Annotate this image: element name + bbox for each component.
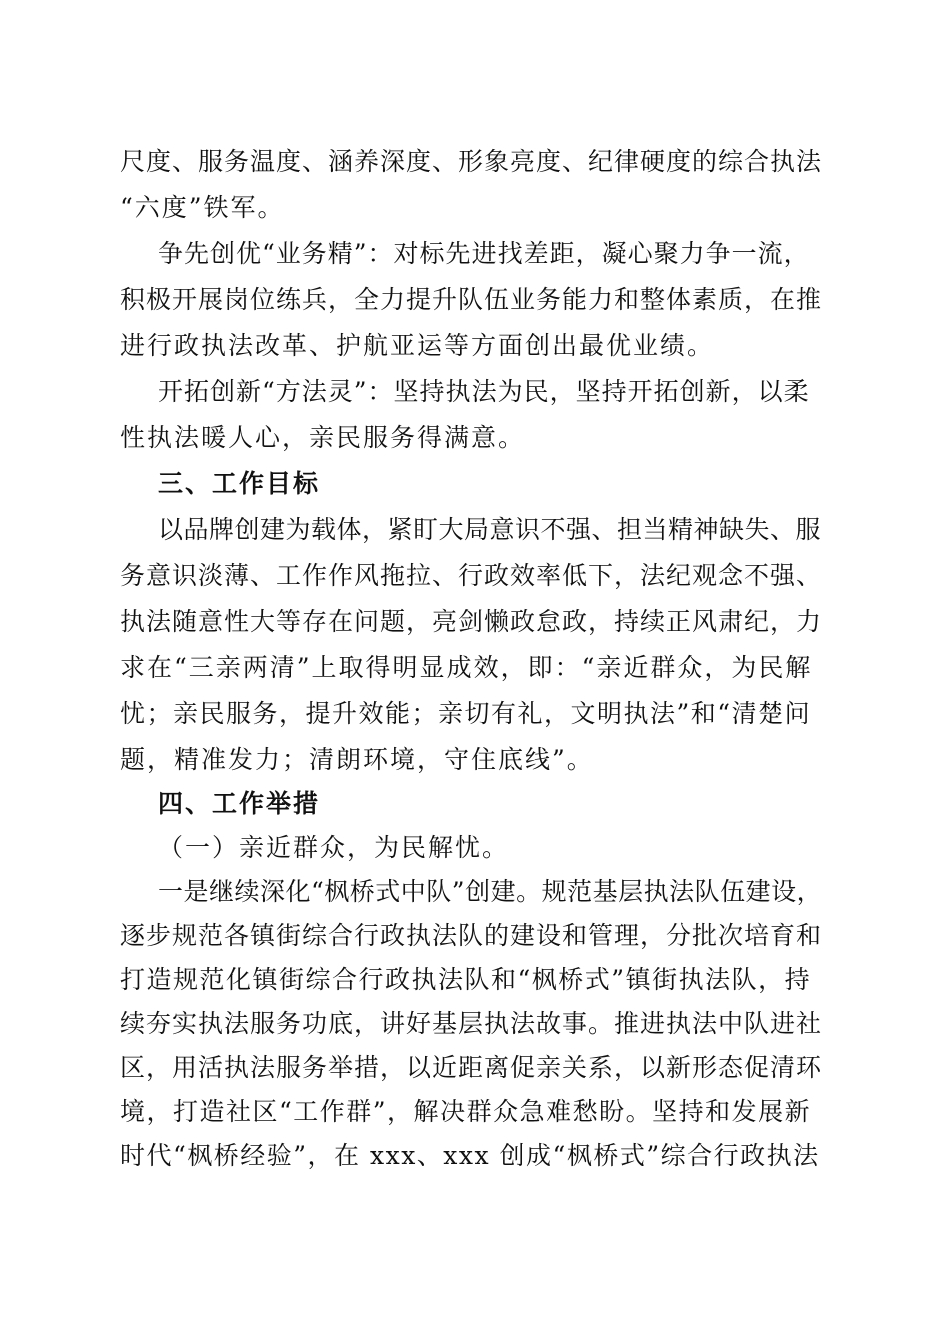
text-line: 积极开展岗位练兵，全力提升队伍业务能力和整体素质，在推	[120, 285, 823, 314]
text-line: 开拓创新“方法灵”：坚持执法为民，坚持开拓创新，以柔	[158, 377, 810, 406]
text-line: 进行政执法改革、护航亚运等方面创出最优业绩。	[120, 331, 715, 360]
text-line: 打造规范化镇街综合行政执法队和“枫桥式”镇街执法队，持	[120, 965, 812, 994]
text-line: 求在“三亲两清”上取得明显成效，即：“亲近群众，为民解	[120, 653, 813, 682]
text-line: 逐步规范各镇街综合行政执法队的建设和管理，分批次培育和	[120, 921, 823, 950]
text-line: 务意识淡薄、工作作风拖拉、行政效率低下，法纪观念不强、	[120, 561, 823, 590]
text-line: 一是继续深化“枫桥式中队”创建。规范基层执法队伍建设，	[158, 877, 823, 906]
text-line: 题，精准发力；清朗环境，守住底线”。	[120, 745, 594, 774]
text-line: “六度”铁军。	[120, 193, 285, 222]
text-line: 尺度、服务温度、涵养深度、形象亮度、纪律硬度的综合执法	[120, 147, 823, 176]
text-line: 时代“枫桥经验”，在 xxx、xxx 创成“枫桥式”综合行政执法	[120, 1141, 820, 1170]
section-heading-goals: 三、工作目标	[158, 469, 321, 498]
text-line: 执法随意性大等存在问题，亮剑懒政怠政，持续正风肃纪，力	[120, 607, 823, 636]
text-line: 以品牌创建为载体，紧盯大局意识不强、担当精神缺失、服	[158, 515, 822, 544]
text-line: 区，用活执法服务举措，以近距离促亲关系，以新形态促清环	[120, 1053, 823, 1082]
section-heading-measures: 四、工作举措	[158, 789, 321, 818]
subsection-heading: （一）亲近群众，为民解忧。	[158, 833, 510, 862]
text-line: 争先创优“业务精”：对标先进找差距，凝心聚力争一流，	[158, 239, 810, 268]
text-line: 续夯实执法服务功底，讲好基层执法故事。推进执法中队进社	[120, 1009, 823, 1038]
text-line: 境，打造社区“工作群”，解决群众急难愁盼。坚持和发展新	[120, 1097, 812, 1126]
text-line: 性执法暖人心，亲民服务得满意。	[120, 423, 526, 452]
text-line: 忧；亲民服务，提升效能；亲切有礼，文明执法”和“清楚问	[120, 699, 812, 728]
